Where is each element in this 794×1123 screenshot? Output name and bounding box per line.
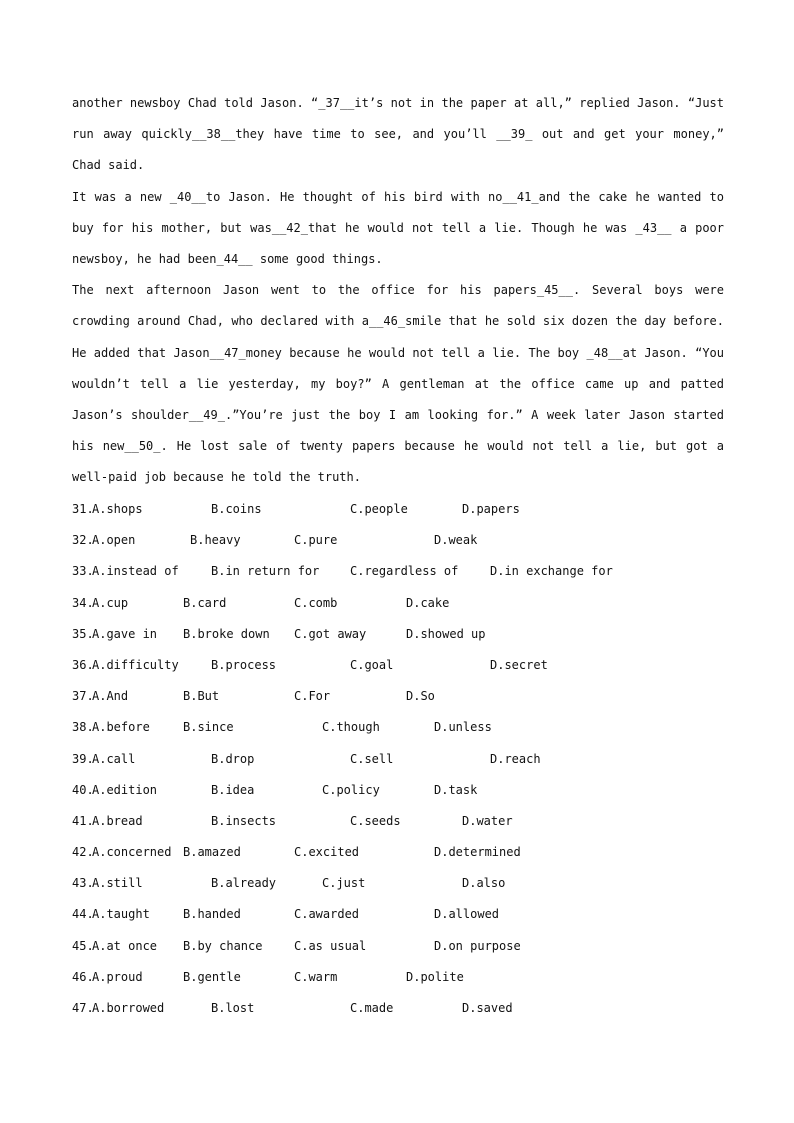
- question-number: 31.: [72, 502, 94, 516]
- option-d: D.showed up: [406, 626, 486, 641]
- option-a: A.before: [92, 720, 150, 735]
- option-c: C.made: [350, 1001, 394, 1015]
- option-a: A.cup: [92, 595, 129, 610]
- option-a: A.open: [92, 533, 136, 548]
- option-d: D.polite: [406, 969, 464, 984]
- question-row: [72, 525, 724, 556]
- option-a: A.at once: [92, 938, 158, 953]
- option-a: A.difficulty: [92, 657, 179, 672]
- option-c: C.excited: [294, 845, 360, 860]
- question-row: [72, 681, 724, 712]
- option-b: B.broke down: [183, 626, 270, 641]
- option-a: A.bread: [92, 813, 143, 828]
- option-c: C.goal: [350, 657, 394, 672]
- option-b: B.coins: [211, 502, 262, 516]
- option-a: A.instead of: [92, 564, 179, 579]
- option-c: C.people: [350, 502, 408, 516]
- option-c: C.pure: [294, 533, 338, 548]
- option-c: C.regardless of: [350, 564, 459, 579]
- question-row: [72, 962, 724, 993]
- option-d: D.allowed: [434, 907, 500, 922]
- question-number: 33.: [72, 564, 94, 579]
- option-d: D.cake: [406, 595, 450, 610]
- option-a: A.edition: [92, 782, 158, 797]
- option-a: A.borrowed: [92, 1001, 165, 1015]
- question-row: [72, 619, 724, 650]
- option-d: D.in exchange for: [490, 564, 613, 579]
- question-number: 38.: [72, 720, 94, 735]
- option-c: C.awarded: [294, 907, 360, 922]
- option-d: D.task: [434, 782, 478, 797]
- question-row: [72, 806, 724, 837]
- option-c: C.comb: [294, 595, 338, 610]
- option-b: B.in return for: [211, 564, 320, 579]
- question-row: [72, 588, 724, 619]
- option-c: C.policy: [322, 782, 380, 797]
- option-c: C.sell: [350, 751, 394, 766]
- option-a: A.still: [92, 876, 143, 891]
- option-a: A.taught: [92, 907, 150, 922]
- question-number: 45.: [72, 938, 94, 953]
- passage-paragraph: another newsboy Chad told Jason. “_37__it’s not in the paper at all,” replied Jason. “Just run away quickly__38__they have time to see, and you’ll __39_ out and get your money,” Chad said.: [72, 96, 724, 173]
- option-b: B.card: [183, 595, 227, 610]
- question-number: 36.: [72, 657, 94, 672]
- question-row: [72, 650, 724, 681]
- question-row: [72, 744, 724, 775]
- option-b: B.But: [183, 689, 220, 704]
- passage-paragraph: It was a new _40__to Jason. He thought of his bird with no__41_and the cake he wanted to buy for his mother, but was__42_that he would not tell a lie. Though he was _43__ a poor newsboy, he had been_44__ some good things.: [72, 189, 724, 267]
- option-c: C.For: [294, 689, 331, 704]
- question-row: [72, 993, 724, 1024]
- option-b: B.process: [211, 657, 277, 672]
- option-b: B.gentle: [183, 969, 241, 984]
- option-a: A.call: [92, 751, 136, 766]
- question-row: [72, 712, 724, 743]
- question-number: 46.: [72, 969, 94, 984]
- option-a: A.shops: [92, 502, 143, 516]
- option-d: D.determined: [434, 845, 521, 860]
- option-d: D.also: [462, 876, 506, 891]
- question-row: [72, 868, 724, 899]
- option-b: B.insects: [211, 813, 277, 828]
- question-row: [72, 556, 724, 587]
- question-number: 35.: [72, 626, 94, 641]
- option-c: C.warm: [294, 969, 338, 984]
- question-row: [72, 494, 724, 525]
- option-d: D.saved: [462, 1001, 513, 1015]
- question-row: [72, 837, 724, 868]
- option-d: D.on purpose: [434, 938, 521, 953]
- option-c: C.as usual: [294, 938, 367, 953]
- option-c: C.got away: [294, 626, 367, 641]
- option-d: D.secret: [490, 657, 548, 672]
- option-b: B.already: [211, 876, 277, 891]
- option-d: D.unless: [434, 720, 492, 735]
- question-number: 32.: [72, 533, 94, 548]
- question-row: [72, 931, 724, 962]
- question-row: [72, 899, 724, 930]
- option-a: A.concerned: [92, 845, 172, 860]
- option-a: A.proud: [92, 969, 143, 984]
- question-number: 39.: [72, 751, 94, 766]
- question-number: 37.: [72, 689, 94, 704]
- option-c: C.seeds: [350, 813, 401, 828]
- option-b: B.heavy: [190, 533, 241, 548]
- option-c: C.just: [322, 876, 366, 891]
- option-b: B.idea: [211, 782, 255, 797]
- option-d: D.water: [462, 813, 513, 828]
- question-number: 34.: [72, 595, 94, 610]
- option-b: B.handed: [183, 907, 241, 922]
- option-b: B.lost: [211, 1001, 255, 1015]
- option-a: A.And: [92, 689, 129, 704]
- option-b: B.by chance: [183, 938, 263, 953]
- option-c: C.though: [322, 720, 380, 735]
- passage-paragraph: The next afternoon Jason went to the office for his papers_45__. Several boys were crowding around Chad, who declared with a__46_smile that he sold six dozen the day before. He added that Jason__47_money because he would not tell a lie. The boy _48__at Jason. “You wouldn’t tell a lie yesterday, my boy?” A gentleman at the office came up and patted Jason’s shoulder__49_.”You’re just the boy I am looking for.” A week later Jason started his new__50_. He lost sale of twenty papers because he would not tell a lie, but got a well-paid job because he told the truth.: [72, 283, 724, 485]
- option-b: B.drop: [211, 751, 255, 766]
- option-d: D.weak: [434, 533, 478, 548]
- question-number: 44.: [72, 907, 94, 922]
- option-b: B.since: [183, 720, 234, 735]
- option-d: D.papers: [462, 502, 520, 516]
- question-number: 42.: [72, 845, 94, 860]
- question-number: 43.: [72, 876, 94, 891]
- option-b: B.amazed: [183, 845, 241, 860]
- document-page: [72, 88, 724, 494]
- question-number: 40.: [72, 782, 94, 797]
- question-number: 47.: [72, 1001, 94, 1015]
- option-a: A.gave in: [92, 626, 158, 641]
- option-d: D.reach: [490, 751, 541, 766]
- option-d: D.So: [406, 689, 435, 704]
- question-row: [72, 775, 724, 806]
- passage: [72, 88, 724, 494]
- options-list: [72, 494, 724, 1024]
- question-number: 41.: [72, 813, 94, 828]
